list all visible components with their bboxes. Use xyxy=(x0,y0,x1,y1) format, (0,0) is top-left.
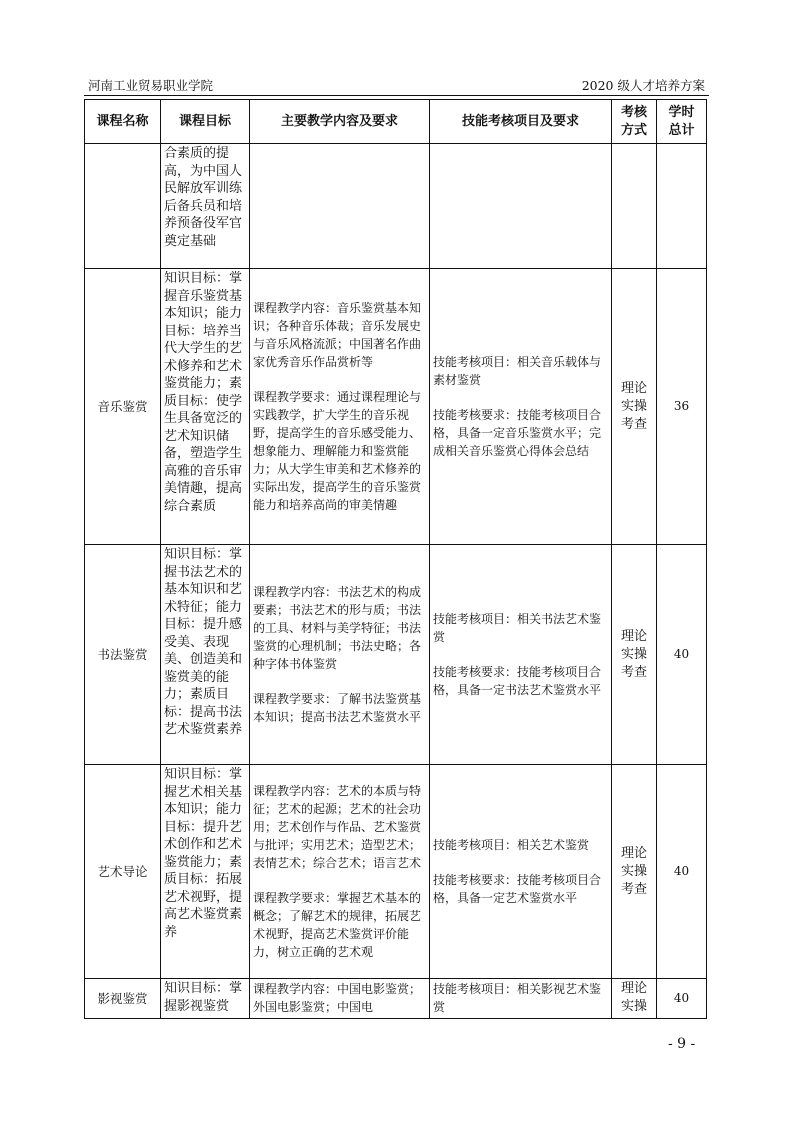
column-header-content: 主要教学内容及要求 xyxy=(250,100,430,144)
skill-assessment xyxy=(430,545,612,765)
course-content xyxy=(250,144,430,269)
column-header-skill: 技能考核项目及要求 xyxy=(430,100,612,144)
skill-requirement-text: 技能考核要求：技能考核项目合格，具备一定音乐鉴赏水平；完成相关音乐鉴赏心得体会总结 xyxy=(433,408,602,458)
skill-item-text: 技能考核项目：相关音乐载体与素材鉴赏 xyxy=(433,355,602,387)
header-rule xyxy=(84,95,709,96)
assessment-method: 理论实操考查 xyxy=(612,545,657,765)
table-row xyxy=(85,269,707,545)
skill-requirement-text: 技能考核要求：技能考核项目合格，具备一定书法艺术鉴赏水平 xyxy=(433,665,602,697)
course-goal: 合素质的提高，为中国人民解放军训练后备兵员和培养预备役军官奠定基础 xyxy=(161,144,250,269)
course-name: 艺术导论 xyxy=(85,765,161,979)
header-institution: 河南工业贸易职业学院 xyxy=(88,78,214,93)
content-text: 课程教学内容：中国电影鉴赏；外国电影鉴赏；中国电 xyxy=(253,982,422,1014)
assessment-method: 理论实操考查 xyxy=(612,269,657,545)
table-row xyxy=(85,765,707,979)
course-content xyxy=(250,269,430,545)
column-header-hours-line2: 总计 xyxy=(668,122,695,138)
column-header-method-line1: 考核 xyxy=(620,105,647,120)
course-content xyxy=(250,979,430,1019)
table-row xyxy=(85,545,707,765)
skill-assessment xyxy=(430,765,612,979)
column-header-name: 课程名称 xyxy=(85,100,161,144)
skill-item-text: 技能考核项目：相关书法艺术鉴赏 xyxy=(433,612,602,644)
column-header-hours-line1: 学时 xyxy=(668,105,695,120)
total-hours: 40 xyxy=(657,765,707,979)
content-text: 课程教学内容：音乐鉴赏基本知识；各种音乐体裁；音乐发展史与音乐风格流派；中国著名作曲家优秀音乐作品赏析等 xyxy=(253,301,422,369)
skill-assessment xyxy=(430,979,612,1019)
course-content xyxy=(250,545,430,765)
assessment-method: 理论实操 xyxy=(612,979,657,1019)
total-hours: 36 xyxy=(657,269,707,545)
course-name xyxy=(85,144,161,269)
course-name: 影视鉴赏 xyxy=(85,979,161,1019)
column-header-hours xyxy=(657,100,707,144)
course-table xyxy=(84,99,707,1019)
skill-item-text: 技能考核项目：相关艺术鉴赏 xyxy=(433,838,590,852)
content-text: 课程教学内容：书法艺术的构成要素；书法艺术的形与质；书法的工具、材料与美学特征；书法鉴赏的心理机制；书法史略；各种字体书体鉴赏 xyxy=(253,585,422,671)
course-goal: 知识目标：掌握书法艺术的基本知识和艺术特征；能力目标：提升感受美、表现美、创造美和鉴赏美的能力；素质目标：提高书法艺术鉴赏素养 xyxy=(161,545,250,765)
skill-assessment xyxy=(430,269,612,545)
requirement-text: 课程教学要求：通过课程理论与实践教学，扩大学生的音乐视野，提高学生的音乐感受能力、想象能力、理解能力和鉴赏能力；从大学生审美和艺术修养的实际出发，提高学生的音乐鉴赏能力和培养高尚的审美情趣 xyxy=(253,390,422,512)
table-header-row xyxy=(85,100,707,144)
skill-assessment xyxy=(430,144,612,269)
requirement-text: 课程教学要求：掌握艺术基本的概念；了解艺术的规律，拓展艺术视野，提高艺术鉴赏评价能力，树立正确的艺术观 xyxy=(253,891,422,959)
requirement-text: 课程教学要求：了解书法鉴赏基本知识；提高书法艺术鉴赏水平 xyxy=(253,692,422,724)
total-hours: 40 xyxy=(657,979,707,1019)
course-goal: 知识目标：掌握音乐鉴赏基本知识；能力目标：培养当代大学生的艺术修养和艺术鉴赏能力；素质目标：使学生具备宽泛的艺术知识储备，塑造学生高雅的音乐审美情趣，提高综合素质 xyxy=(161,269,250,545)
column-header-method xyxy=(612,100,657,144)
course-content xyxy=(250,765,430,979)
course-name: 音乐鉴赏 xyxy=(85,269,161,545)
total-hours xyxy=(657,144,707,269)
course-goal: 知识目标：掌握艺术相关基本知识；能力目标：提升艺术创作和艺术鉴赏能力；素质目标：拓展艺术视野，提高艺术鉴赏素养 xyxy=(161,765,250,979)
skill-item-text: 技能考核项目：相关影视艺术鉴赏 xyxy=(433,982,602,1014)
column-header-goal: 课程目标 xyxy=(161,100,250,144)
page-number: - 9 - xyxy=(668,1036,696,1052)
skill-requirement-text: 技能考核要求：技能考核项目合格，具备一定艺术鉴赏水平 xyxy=(433,873,602,905)
course-name: 书法鉴赏 xyxy=(85,545,161,765)
column-header-method-line2: 方式 xyxy=(620,122,647,138)
content-text: 课程教学内容：艺术的本质与特征；艺术的起源；艺术的社会功用；艺术创作与作品、艺术鉴赏与批评；实用艺术；造型艺术；表情艺术；综合艺术；语言艺术 xyxy=(253,784,422,870)
assessment-method xyxy=(612,144,657,269)
table-row xyxy=(85,144,707,269)
assessment-method: 理论实操考查 xyxy=(612,765,657,979)
header-plan-title: 2020 级人才培养方案 xyxy=(581,78,705,93)
total-hours: 40 xyxy=(657,545,707,765)
course-goal: 知识目标：掌握影视鉴赏 xyxy=(161,979,250,1019)
table-row xyxy=(85,979,707,1019)
